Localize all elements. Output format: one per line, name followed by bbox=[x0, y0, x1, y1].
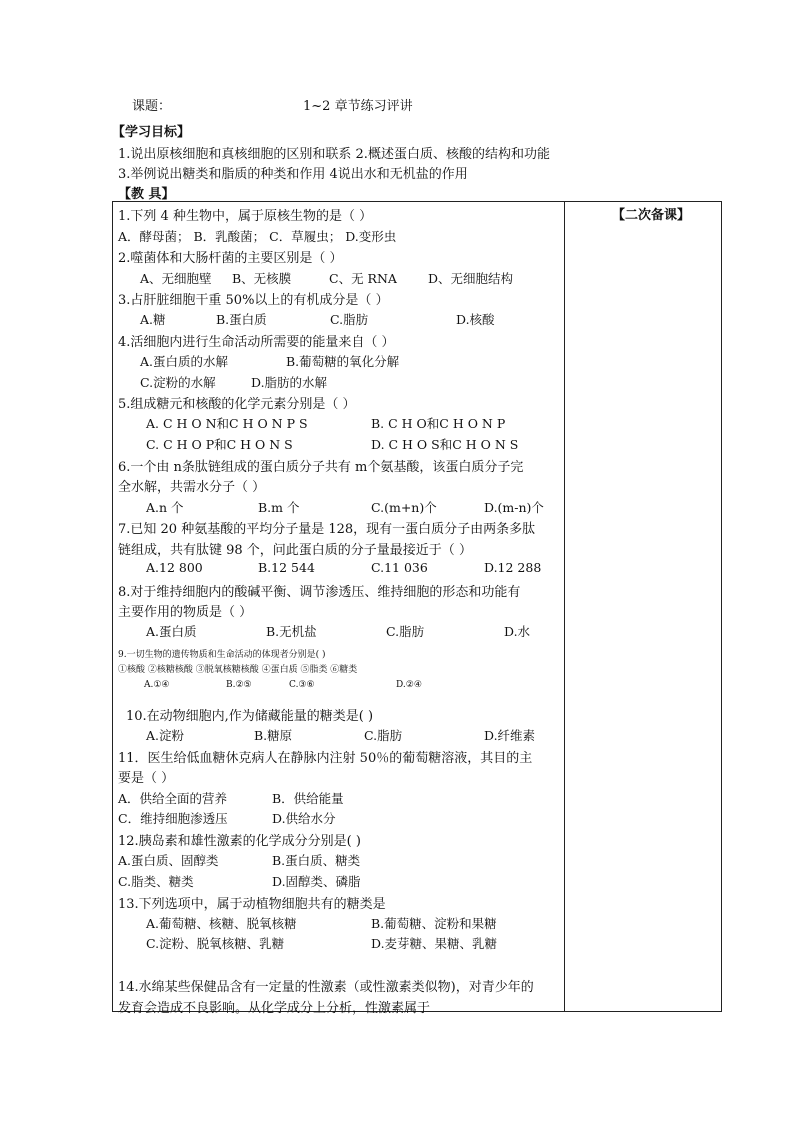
question-3-option-a: A.糖 bbox=[140, 312, 166, 327]
question-12-option-b: B.蛋白质、糖类 bbox=[272, 853, 361, 868]
question-3-option-b: B.蛋白质 bbox=[216, 312, 267, 327]
question-12-option-a: A.蛋白质、固醇类 bbox=[118, 853, 219, 868]
question-9-stem-line-1: 9.一切生物的遗传物质和生命活动的体现者分别是( ) bbox=[118, 650, 326, 660]
question-8-option-d: D.水 bbox=[504, 624, 531, 639]
question-12-option-c: C.脂类、糖类 bbox=[118, 874, 194, 889]
question-5-option-b: B. C H O和C H O N P bbox=[371, 416, 506, 431]
lesson-title: 1~2 章节练习评讲 bbox=[303, 99, 413, 114]
question-3-stem: 3.占肝脏细胞干重 50%以上的有机成分是（ ） bbox=[118, 293, 389, 308]
question-11-stem-line-1: 11．医生给低血糖休克病人在静脉内注射 50％的葡萄糖溶液，其目的主 bbox=[118, 751, 533, 766]
question-2-stem: 2.噬菌体和大肠杆菌的主要区别是（ ） bbox=[118, 251, 343, 266]
question-10-option-b: B.糖原 bbox=[254, 728, 293, 743]
question-9-option-a: A.①④ bbox=[144, 680, 170, 690]
question-8-stem-line-1: 8.对于维持细胞内的酸碱平衡、调节渗透压、维持细胞的形态和功能有 bbox=[118, 585, 521, 600]
question-6-option-b: B.m 个 bbox=[258, 500, 300, 515]
question-3-option-c: C.脂肪 bbox=[330, 312, 369, 327]
question-7-stem-line-2: 链组成，共有肽键 98 个，问此蛋白质的分子量最接近于（ ） bbox=[118, 543, 472, 558]
question-7-option-c: C.11 036 bbox=[371, 560, 428, 575]
question-10-option-c: C.脂肪 bbox=[364, 728, 403, 743]
question-1-stem: 1.下列 4 种生物中，属于原核生物的是（ ） bbox=[118, 209, 373, 224]
question-13-option-b: B.葡萄糖、淀粉和果糖 bbox=[371, 916, 497, 931]
objective-line-1: 1.说出原核细胞和真核细胞的区别和联系 2.概述蛋白质、核酸的结构和功能 bbox=[118, 147, 550, 162]
question-8-option-c: C.脂肪 bbox=[386, 624, 425, 639]
question-12-stem: 12.胰岛素和雄性激素的化学成分分别是( ) bbox=[118, 834, 361, 849]
question-13-option-d: D.麦芽糖、果糖、乳糖 bbox=[371, 936, 498, 951]
question-10-stem: 10.在动物细胞内,作为储藏能量的糖类是( ) bbox=[126, 709, 374, 724]
question-9-option-d: D.②④ bbox=[396, 680, 422, 690]
objective-line-2: 3.举例说出糖类和脂质的种类和作用 4说出水和无机盐的作用 bbox=[118, 167, 468, 182]
question-6-option-a: A.n 个 bbox=[146, 500, 184, 515]
question-7-option-a: A.12 800 bbox=[146, 560, 203, 575]
question-10-option-a: A.淀粉 bbox=[146, 728, 185, 743]
question-2-option-b: B、无核膜 bbox=[232, 271, 292, 286]
question-13-option-a: A.葡萄糖、核糖、脱氧核糖 bbox=[146, 916, 297, 931]
question-3-option-d: D.核酸 bbox=[456, 312, 495, 327]
question-4-option-a: A.蛋白质的水解 bbox=[140, 354, 229, 369]
question-8-option-b: B.无机盐 bbox=[266, 624, 317, 639]
question-9-option-b: B.②⑤ bbox=[226, 680, 252, 690]
question-10-option-d: D.纤维素 bbox=[484, 728, 536, 743]
question-4-option-b: B.葡萄糖的氧化分解 bbox=[286, 354, 400, 369]
question-2-option-d: D、无细胞结构 bbox=[428, 271, 514, 286]
question-11-option-c: C．维持细胞渗透压 bbox=[118, 811, 228, 826]
question-5-option-a: A. C H O N和C H O N P S bbox=[146, 416, 308, 431]
question-11-option-a: A．供给全面的营养 bbox=[118, 791, 228, 806]
tools-heading: 【教 具】 bbox=[118, 187, 175, 202]
question-5-option-c: C. C H O P和C H O N S bbox=[146, 437, 293, 452]
secondary-prep-heading: 【二次备课】 bbox=[612, 208, 691, 223]
lesson-label: 课题： bbox=[132, 99, 172, 114]
question-7-stem-line-1: 7.已知 20 种氨基酸的平均分子量是 128，现有一蛋白质分子由两条多肽 bbox=[118, 522, 536, 537]
question-11-option-b: B．供给能量 bbox=[272, 791, 344, 806]
question-6-stem-line-1: 6.一个由 n条肽链组成的蛋白质分子共有 m个氨基酸，该蛋白质分子完 bbox=[118, 460, 524, 475]
question-6-stem-line-2: 全水解，共需水分子（ ） bbox=[118, 480, 266, 495]
question-14-stem-line-1: 14.水绵某些保健品含有一定量的性激素（或性激素类似物)，对青少年的 bbox=[118, 980, 534, 995]
table-column-divider bbox=[564, 201, 565, 1012]
question-8-stem-line-2: 主要作用的物质是（ ） bbox=[118, 605, 253, 620]
question-4-option-c: C.淀粉的水解 bbox=[140, 375, 216, 390]
question-2-option-a: A、无细胞壁 bbox=[140, 271, 212, 286]
question-7-option-b: B.12 544 bbox=[258, 560, 315, 575]
question-9-stem-line-2: ①核酸 ②核糖核酸 ③脱氧核糖核酸 ④蛋白质 ⑤脂类 ⑥糖类 bbox=[118, 665, 358, 675]
question-11-option-d: D.供给水分 bbox=[272, 811, 336, 826]
question-2-option-c: C、无 RNA bbox=[329, 271, 397, 286]
question-6-option-c: C.(m+n)个 bbox=[371, 500, 437, 515]
question-14-stem-line-2: 发育会造成不良影响。从化学成分上分析，性激素属于 bbox=[118, 1001, 431, 1016]
question-8-option-a: A.蛋白质 bbox=[146, 624, 197, 639]
question-13-stem: 13.下列选项中，属于动植物细胞共有的糖类是 bbox=[118, 897, 386, 912]
question-6-option-d: D.(m-n)个 bbox=[484, 500, 544, 515]
question-5-stem: 5.组成糖元和核酸的化学元素分别是（ ） bbox=[118, 397, 356, 412]
question-1-options: A．酵母菌； B．乳酸菌； C．草履虫； D.变形虫 bbox=[118, 229, 397, 244]
question-13-option-c: C.淀粉、脱氧核糖、乳糖 bbox=[146, 936, 285, 951]
objectives-heading: 【学习目标】 bbox=[112, 125, 191, 140]
question-12-option-d: D.固醇类、磷脂 bbox=[272, 874, 361, 889]
question-4-option-d: D.脂肪的水解 bbox=[251, 375, 328, 390]
question-5-option-d: D. C H O S和C H O N S bbox=[371, 437, 519, 452]
question-4-stem: 4.活细胞内进行生命活动所需要的能量来自（ ） bbox=[118, 335, 395, 350]
question-7-option-d: D.12 288 bbox=[484, 560, 542, 575]
question-9-option-c: C.③⑥ bbox=[289, 680, 315, 690]
question-11-stem-line-2: 要是（ ） bbox=[118, 771, 175, 786]
